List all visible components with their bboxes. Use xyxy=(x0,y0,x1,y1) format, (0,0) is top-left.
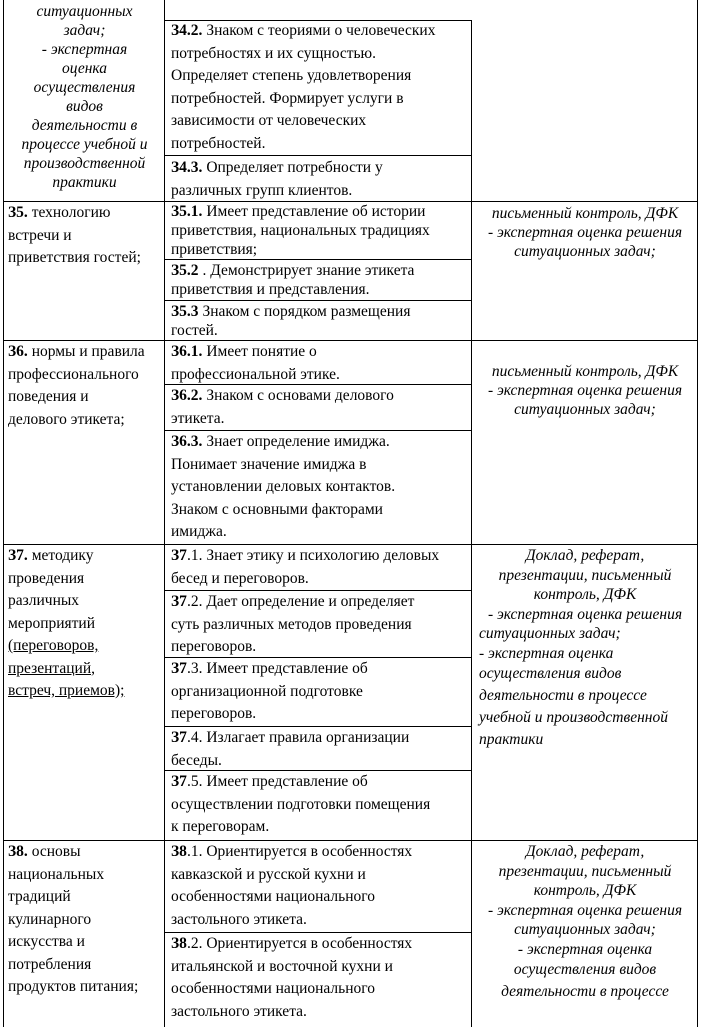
evaluation-cell: Доклад, реферат, презентации, письменный контроль, ДФК - экспертная оценка решения ситуационных задач; - экспертная оценка осуществления видов деятельности в процессе учебной и производственной практики xyxy=(479,547,683,748)
evaluation-cell: письменный контроль, ДФК - экспертная оценка решения ситуационных задач; xyxy=(487,205,683,260)
criterion-z6-3: З6.3. Знает определение имиджа. Понимает значение имиджа в установлении деловых контактов. Знаком с основными факторами имиджа. xyxy=(171,433,396,540)
criterion-z7-1: З7.1. Знает этику и психологию деловых бесед и переговоров. xyxy=(171,547,440,587)
criterion-z7-4: З7.4. Излагает правила организации беседы. xyxy=(171,729,410,769)
criterion-z6-1: З6.1. Имеет понятие о профессиональной этике. xyxy=(171,343,340,383)
knowledge-cell: З5. технологию встречи и приветствия гостей; xyxy=(8,204,141,266)
criterion-z7-5: З7.5. Имеет представление об осуществлении подготовки помещения к переговорам. xyxy=(171,773,431,835)
criterion-z5-2: З5.2 . Демонстрирует знание этикета приветствия и представления. xyxy=(171,262,415,298)
evaluation-cell: Доклад, реферат, презентации, письменный контроль, ДФК - экспертная оценка решения ситуационных задач; - экспертная оценка осуществления видов деятельности в процессе xyxy=(487,843,683,1000)
knowledge-cell: З6. нормы и правила профессионального поведения и делового этикета; xyxy=(8,343,145,428)
criterion-z6-2: З6.2. Знаком с основами делового этикета. xyxy=(171,387,394,427)
criterion-z4-3: З4.3. Определяет потребности у различных групп клиентов. xyxy=(171,159,383,199)
criterion-z8-2: З8.2. Ориентируется в особенностях итальянской и восточной кухни и особенностями национального застольного этикета. xyxy=(171,935,413,1020)
knowledge-cell: З7. методику проведения различных мероприятий (переговоров, презентаций, встреч, приемов); xyxy=(8,547,125,699)
criterion-z4-2: З4.2. Знаком с теориями о человеческих потребностях и их сущностью. Определяет степень удовлетворения потребностей. Формирует услуги в зависимости от человеческих потребностей. xyxy=(171,22,436,152)
evaluation-cell: ситуационных задач; - экспертная оценка осуществления видов деятельности в процессе учебной и производственной практики xyxy=(21,3,148,191)
criterion-z5-1: З5.1. Имеет представление об истории приветствия, национальных традициях приветствия; xyxy=(171,203,430,258)
criterion-z8-1: З8.1. Ориентируется в особенностях кавказской и русской кухни и особенностями национального застольного этикета. xyxy=(171,843,413,928)
criterion-z5-3: З5.3 Знаком с порядком размещения гостей. xyxy=(171,303,411,339)
criterion-z7-3: З7.3. Имеет представление об организационной подготовке переговоров. xyxy=(171,660,368,722)
knowledge-cell: З8. основы национальных традиций кулинарного искусства и потребления продуктов питания; xyxy=(8,843,139,995)
criterion-z7-2: З7.2. Дает определение и определяет суть различных методов проведения переговоров. xyxy=(171,593,415,655)
evaluation-cell: письменный контроль, ДФК - экспертная оценка решения ситуационных задач; xyxy=(487,363,683,418)
